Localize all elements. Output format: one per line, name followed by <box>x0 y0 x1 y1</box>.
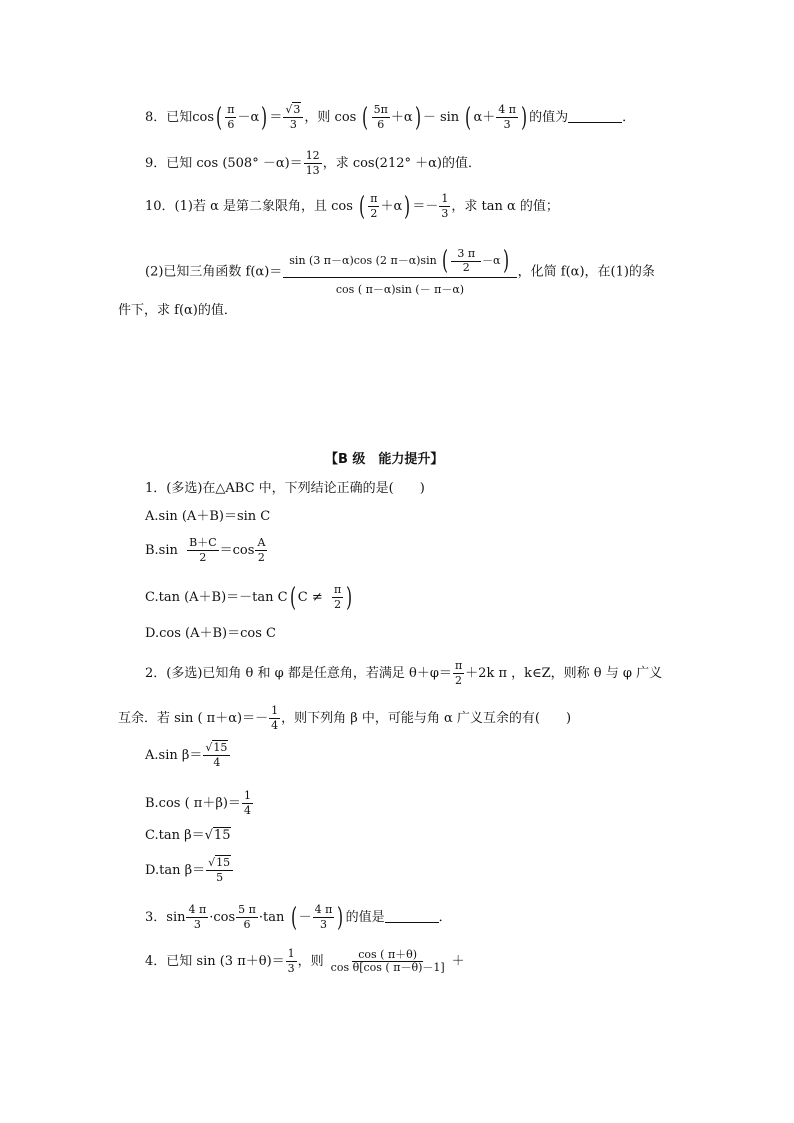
b3-frac3: $\frac{4 \pi}{3}$ <box>314 903 333 932</box>
section-b-title: 【B 级 能力提升】 <box>325 452 444 467</box>
q8-eq: ＝ <box>269 110 283 126</box>
q8-frac-pi-6: $\frac{\pi}{6}$ <box>227 103 235 132</box>
b3-frac2: $\frac{5 \pi}{6}$ <box>238 903 256 932</box>
paren-close: ) <box>337 902 344 933</box>
q10-p2-line2: 件下，求 f(α)的值． <box>118 303 237 318</box>
paren-close: ) <box>521 102 528 133</box>
q10-text2: ，求 tan α 的值； <box>451 199 559 215</box>
b2-frac-pi-2: $\frac{\pi}{2}$ <box>454 659 463 688</box>
q8-tail: 的值为 <box>529 110 569 126</box>
q8-label: 8．已知 <box>145 110 193 126</box>
b2-option-a[interactable]: A.sin β＝ $\frac{√15}{4}$ <box>145 742 231 769</box>
paren-close: ) <box>261 102 268 133</box>
question-10-part1 <box>145 193 559 220</box>
b3-frac1: $\frac{4 \pi}{3}$ <box>188 903 207 932</box>
q8-frac-5pi-6: $\frac{5\pi}{6}$ <box>373 103 388 132</box>
b1-option-b[interactable]: B.sin $\frac{B+C}{2}$ ＝cos $\frac{A}{2}$ <box>145 536 266 565</box>
q8-then: ，则 cos <box>304 110 357 126</box>
q10-big-frac: sin (3 π－α)cos (2 π－α)sin ( $\frac{3 \pi}{2}$ －α) cos ( π－α)sin (－ π－α) <box>283 248 516 296</box>
paren-close: ) <box>502 246 509 276</box>
b2-frac-1-4: $\frac{1}{4}$ <box>271 704 279 733</box>
q8-minus-alpha: －α <box>237 110 260 126</box>
paren-open: ( <box>289 582 296 613</box>
b2-b-frac: $\frac{1}{4}$ <box>243 789 251 818</box>
question-10-part2 <box>145 248 655 296</box>
q8-plus-alpha: ＋α <box>390 110 413 126</box>
b2-line2: 互余．若 sin ( π＋α)＝－ $\frac{1}{4}$ ，则下列角 β 中，可能与角 α 广义互余的有( ) <box>118 704 572 733</box>
q10-plus-alpha: ＋α <box>380 199 403 215</box>
q10-p2-prefix: (2)已知三角函数 f(α)＝ <box>145 264 283 280</box>
paren-open: ( <box>442 246 449 276</box>
q8-frac-4pi-3: $\frac{4 \pi}{3}$ <box>498 103 516 132</box>
b1-b-frac2: $\frac{A}{2}$ <box>257 536 266 565</box>
q10-frac-pi-2: $\frac{\pi}{2}$ <box>370 192 378 221</box>
b1-b-frac: $\frac{B+C}{2}$ <box>189 536 217 565</box>
q10-eq: ＝－ <box>412 199 439 215</box>
b2-line1: 2．(多选)已知角 θ 和 φ 都是任意角，若满足 θ＋φ＝ $\frac{\pi}{2}$ ＋2k π ，k∈Z，则称 θ 与 φ 广义 <box>145 659 663 688</box>
answer-blank[interactable] <box>568 122 622 123</box>
b1-option-c[interactable]: C.tan (A＋B)＝－tan C( C ≠ $\frac{\pi}{2}$ ) <box>145 582 353 613</box>
b2-option-c[interactable]: C.tan β＝√15 <box>145 828 231 843</box>
q8-minus-sin: － sin <box>422 110 460 126</box>
b1-option-a[interactable]: A.sin (A＋B)＝sin C <box>145 509 271 524</box>
b1-stem: 1．(多选)在△ABC 中，下列结论正确的是( ) <box>145 481 425 496</box>
paren-open: ( <box>362 102 369 133</box>
q9-frac: $\frac{12}{13}$ <box>305 149 320 178</box>
q10-p2-suffix: ，化简 f(α)，在(1)的条 <box>517 264 655 280</box>
q10-text1: 10．(1)若 α 是第二象限角，且 cos <box>145 199 353 215</box>
b1-option-d[interactable]: D.cos (A＋B)＝cos C <box>145 626 276 641</box>
q8-cos: cos <box>192 110 215 126</box>
question-8 <box>145 104 635 131</box>
paren-open: ( <box>216 102 223 133</box>
q10-frac-3pi-2: $\frac{3 \pi}{2}$ <box>451 248 481 273</box>
paren-close: ) <box>404 191 411 222</box>
b1-c-frac: $\frac{\pi}{2}$ <box>334 583 342 612</box>
question-10-part2-line2 <box>118 304 237 317</box>
q8-period: ． <box>622 110 636 126</box>
b4-big-frac: $\frac{\cos ( \pi+\theta)}{\text{cos θ[cos ( π－θ)－1]}}$ <box>330 948 445 975</box>
b3-question: 3．sin $\frac{4 \pi}{3}$ ·cos $\frac{5 \pi}{6}$ ·tan ( － $\frac{4 \pi}{3}$ ) 的值是 ． <box>145 902 452 933</box>
paren-open: ( <box>290 902 297 933</box>
paren-close: ) <box>346 582 353 613</box>
question-9 <box>145 150 481 177</box>
q8-frac-root3-3: $\frac{√3}{3}$ <box>283 104 303 131</box>
q9-text1: 9．已知 cos (508° －α)＝ <box>145 156 303 172</box>
b2-option-b[interactable]: B.cos ( π＋β)＝ $\frac{1}{4}$ <box>145 789 251 818</box>
b2-d-frac: $\frac{√15}{5}$ <box>206 857 233 884</box>
b4-frac-1-3: $\frac{1}{3}$ <box>287 947 295 976</box>
answer-blank[interactable] <box>385 922 439 923</box>
q9-text2: ，求 cos(212° ＋α)的值． <box>322 156 481 172</box>
b2-option-d[interactable]: D.tan β＝ $\frac{√15}{5}$ <box>145 857 234 884</box>
q8-alpha-plus: α＋ <box>473 110 496 126</box>
b4-question: 4．已知 sin (3 π＋θ)＝ $\frac{1}{3}$ ，则 $\frac{\cos ( \pi+\theta)}{\text{cos θ[cos ( π－θ)－1]}}$ ＋ <box>145 947 465 976</box>
paren-open: ( <box>359 191 366 222</box>
paren-close: ) <box>414 102 421 133</box>
b2-a-frac: $\frac{√15}{4}$ <box>203 742 230 769</box>
paren-open: ( <box>465 102 472 133</box>
q10-frac-1-3: $\frac{1}{3}$ <box>441 192 449 221</box>
